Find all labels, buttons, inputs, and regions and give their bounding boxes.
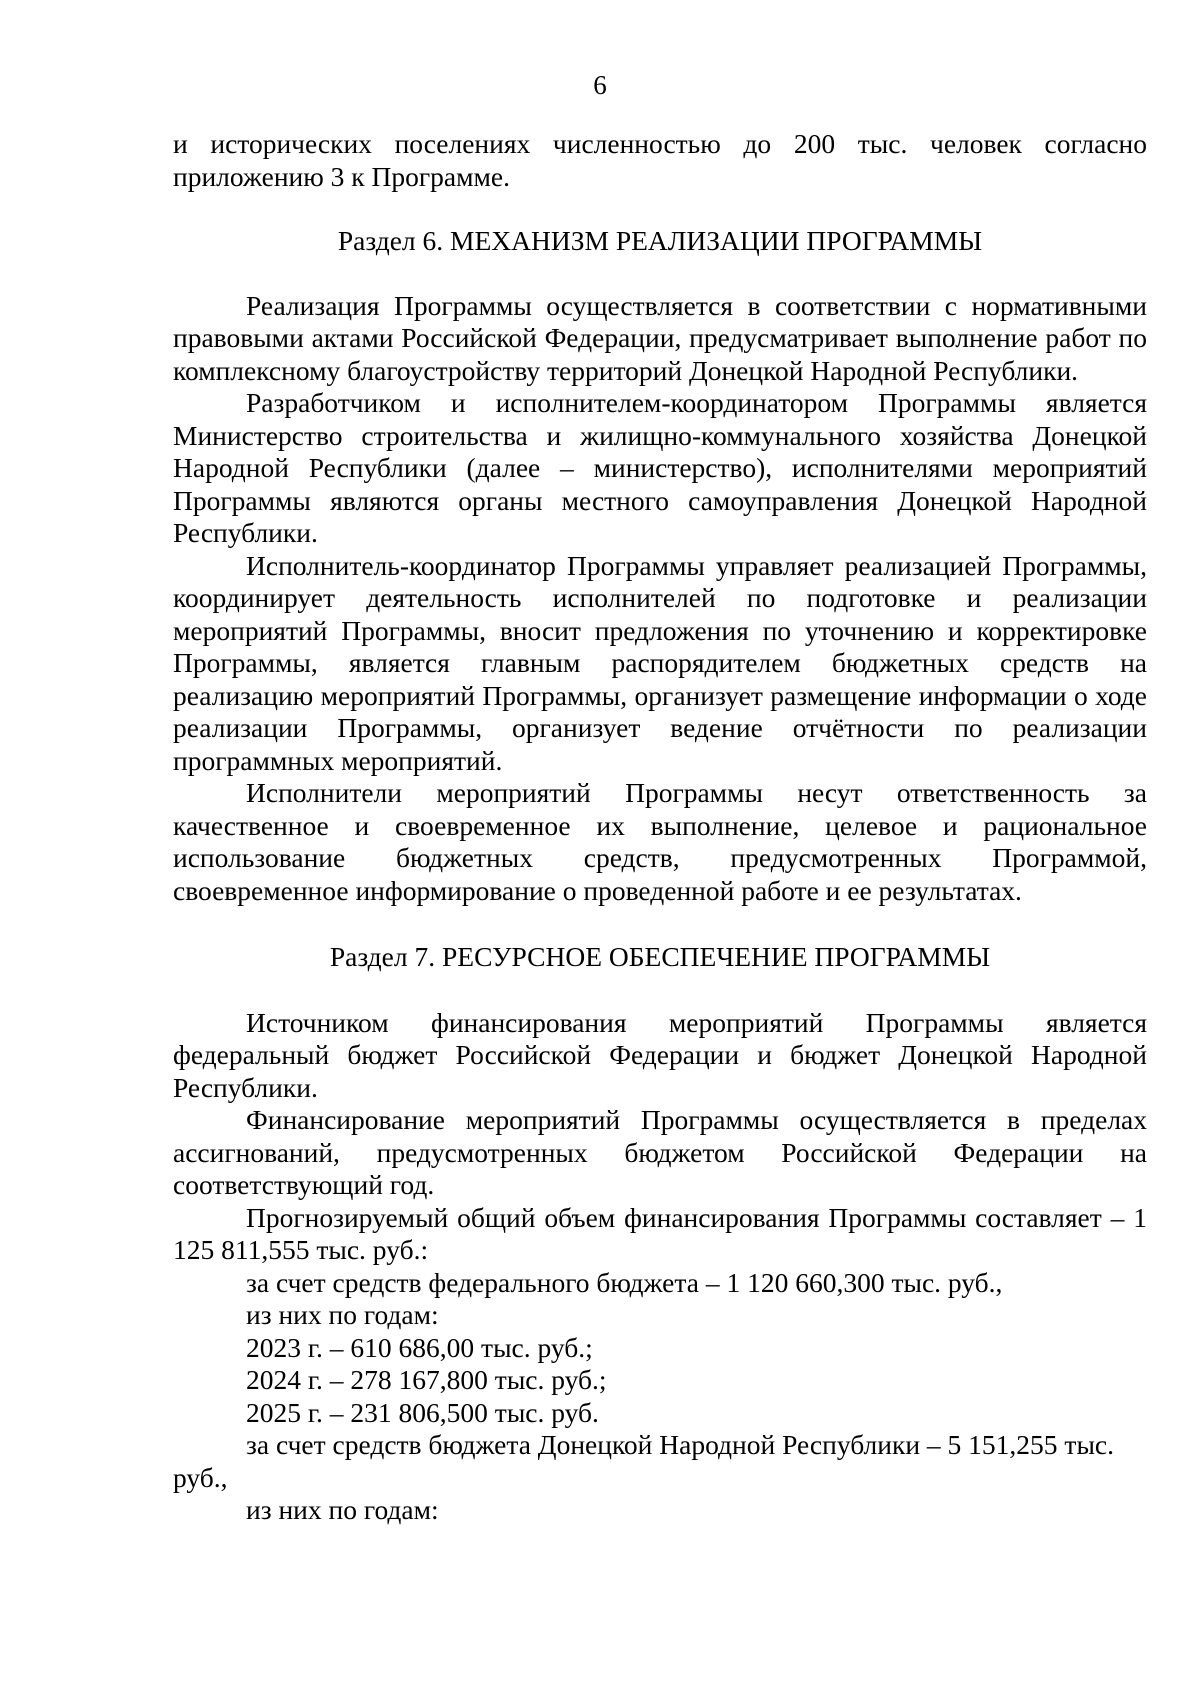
document-body [173,128,1147,1527]
by-years-label: из них по годам: [246,1299,439,1330]
section-6-paragraph: Исполнители мероприятий Программы несут ответственность за качественное и своевременное их выполнение, целевое и рациональное использование бюджетных средств, предусмотренных Программой, своевременное информирование о проведенной работе и ее результатах. [173,777,1147,906]
regional-budget-tail: руб., [173,1461,228,1493]
page-number: 6 [593,70,607,100]
section-6-paragraph: Исполнитель-координатор Программы управляет реализацией Программы, координирует деятельность исполнителей по подготовке и реализации мероприятий Программы, вносит предложения по уточнению и корректировке Программы, является главным распорядителем бюджетных средств на реализацию мероприятий Программы, организует размещение информации о ходе реализации Программы, организует ведение отчётности по реализации программных мероприятий. [173,549,1147,776]
section-6-paragraph: Реализация Программы осуществляется в соответствии с нормативными правовыми актами Российской Федерации, предусматривает выполнение работ по комплексному благоустройству территорий Донецкой Народной Республики. [173,289,1147,386]
regional-budget-line: за счет средств бюджета Донецкой Народной Республики – 5 151,255 тыс. [246,1429,1114,1460]
section-7-paragraph: Финансирование мероприятий Программы осуществляется в пределах ассигнований, предусмотренных бюджетом Российской Федерации на соответствующий год. [173,1104,1147,1200]
section-7-heading: Раздел 7. РЕСУРСНОЕ ОБЕСПЕЧЕНИЕ ПРОГРАММЫ [329,941,991,972]
section-6-paragraph: Разработчиком и исполнителем-координатором Программы является Министерство строительства и жилищно-коммунального хозяйства Донецкой Народной Республики (далее – министерство), исполнителями мероприятий Программы являются органы местного самоуправления Донецкой Народной Республики. [173,387,1147,548]
federal-year-2023: 2023 г. – 610 686,00 тыс. руб.; [246,1331,593,1363]
section-7-paragraph: Прогнозируемый общий объем финансирования Программы составляет – 1 125 811,555 тыс. руб.: [173,1201,1147,1265]
intro-paragraph: и исторических поселениях численностью до 200 тыс. человек согласно приложению 3 к Программе. [173,128,1147,192]
federal-budget-line: за счет средств федерального бюджета – 1 120 660,300 тыс. руб., [246,1266,1003,1298]
federal-year-2025: 2025 г. – 231 806,500 тыс. руб. [246,1396,599,1428]
section-6-heading: Раздел 6. МЕХАНИЗМ РЕАЛИЗАЦИИ ПРОГРАММЫ [337,225,983,256]
section-7-paragraph: Источником финансирования мероприятий Программы является федеральный бюджет Российской Федерации и бюджет Донецкой Народной Республики. [173,1006,1147,1103]
by-years-label-2: из них по годам: [246,1494,439,1525]
federal-year-2024: 2024 г. – 278 167,800 тыс. руб.; [246,1364,607,1395]
